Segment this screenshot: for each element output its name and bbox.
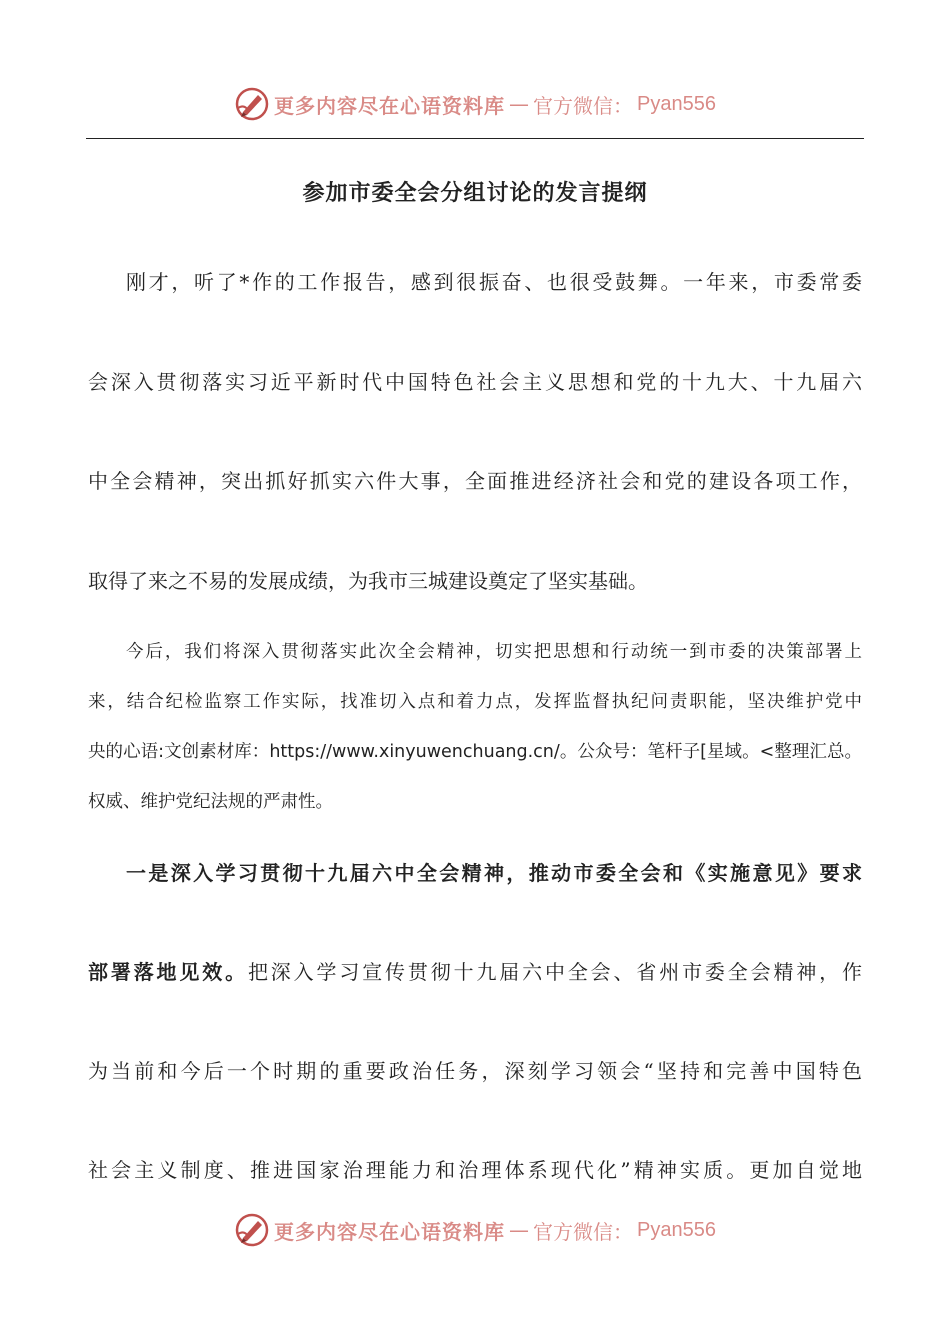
- paragraph2-line1: 今后，我们将深入贯彻落实此次全会精神，切实把思想和行动统一到市委的决策部署上: [126, 642, 862, 662]
- paragraph1-line1: 刚才，听了*作的工作报告，感到很振奋、也很受鼓舞。一年来，市委常委: [126, 270, 862, 294]
- paragraph1-line2: 会深入贯彻落实习近平新时代中国特色社会主义思想和党的十九大、十九届六: [88, 370, 862, 394]
- paragraph3-bold-prefix: 部署落地见效。: [88, 960, 248, 984]
- footer-wechat-id: Pyan556: [637, 1218, 716, 1241]
- header-official-label: 官方微信：: [533, 93, 634, 118]
- pen-logo-icon: [234, 1212, 270, 1248]
- header-brand-text: 更多内容尽在心语资料库: [274, 93, 506, 118]
- paragraph2-line2: 来，结合纪检监察工作实际，找准切入点和着力点，发挥监督执纪问责职能，坚决维护党中: [88, 692, 862, 712]
- header-divider: [86, 138, 864, 139]
- pen-logo-icon: [234, 86, 270, 122]
- header-wechat-id: Pyan556: [637, 92, 716, 115]
- footer-separator: —: [509, 1218, 530, 1242]
- header-separator: —: [509, 92, 530, 116]
- paragraph3-line3: 为当前和今后一个时期的重要政治任务，深刻学习领会“坚持和完善中国特色: [88, 1059, 862, 1083]
- paragraph2-line4: 权威、维护党纪法规的严肃性。: [88, 792, 333, 812]
- paragraph1-line4: 取得了来之不易的发展成绩，为我市三城建设奠定了坚实基础。: [88, 569, 648, 593]
- paragraph3-line1: [88, 857, 862, 886]
- paragraph2-line3: 央的心语:文创素材库：https://www.xinyuwenchuang.cn/。公众号：笔杆子[星域。<整理汇总。: [88, 742, 862, 762]
- footer-official-label: 官方微信：: [533, 1219, 634, 1244]
- footer-brand-text: 更多内容尽在心语资料库: [274, 1219, 506, 1244]
- footer-banner: [0, 1210, 950, 1250]
- paragraph3-line2-text: 把深入学习宣传贯彻十九届六中全会、省州市委全会精神，作: [247, 960, 863, 984]
- paragraph3-bold-heading: 一是深入学习贯彻十九届六中全会精神，推动市委全会和《实施意见》要求: [126, 861, 862, 885]
- header-banner: [0, 84, 950, 124]
- paragraph1-line3: 中全会精神，突出抓好抓实六件大事，全面推进经济社会和党的建设各项工作，: [88, 469, 862, 493]
- page-title: 参加市委全会分组讨论的发言提纲: [302, 181, 648, 206]
- paragraph3-line2: [88, 956, 862, 985]
- paragraph3-line4: 社会主义制度、推进国家治理能力和治理体系现代化”精神实质。更加自觉地: [88, 1158, 862, 1182]
